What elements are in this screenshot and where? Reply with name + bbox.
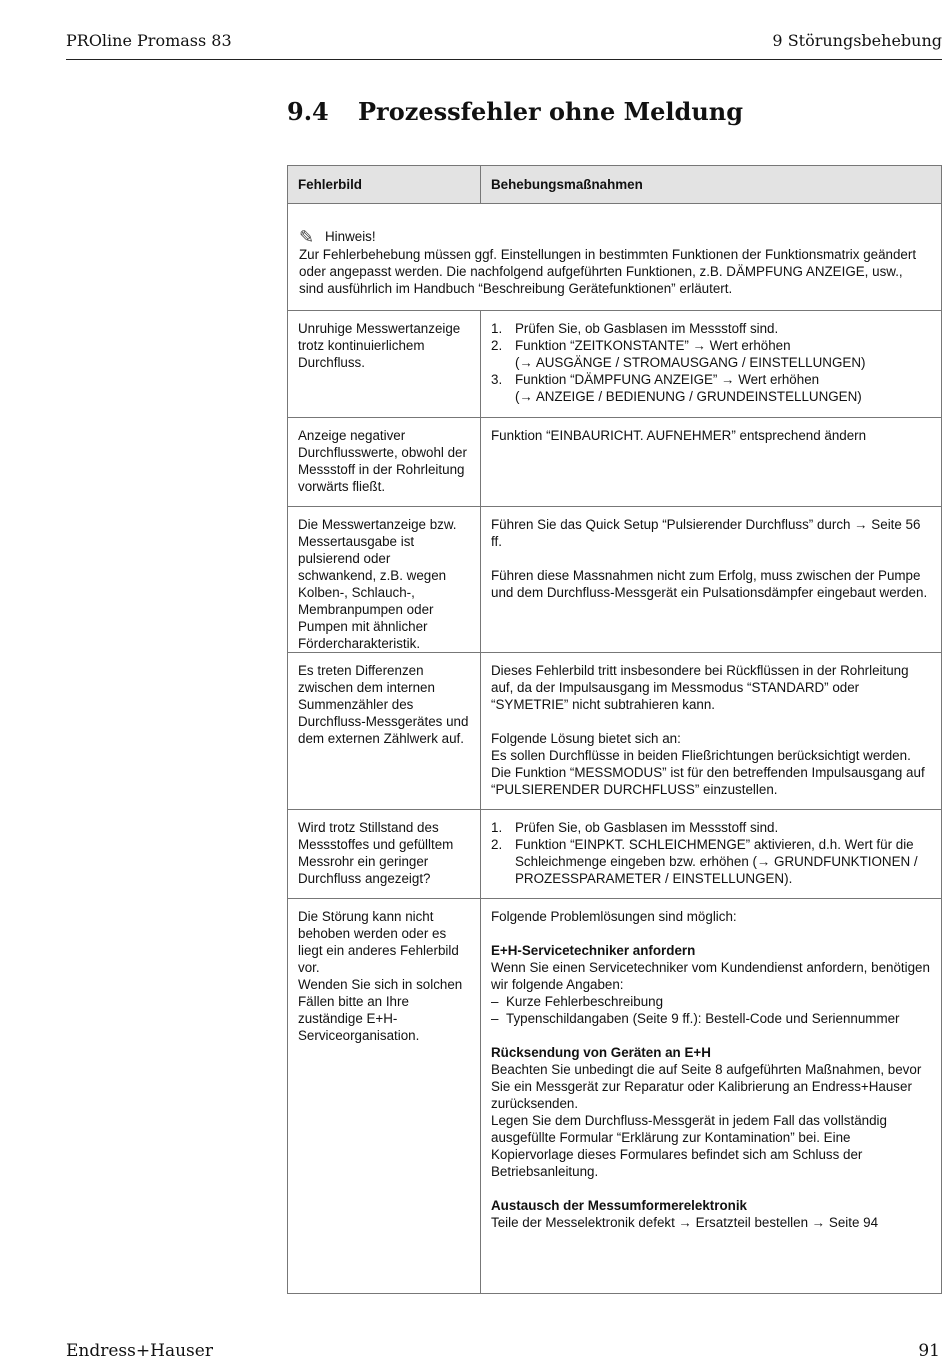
note-row xyxy=(288,204,942,311)
subheading: E+H-Servicetechniker anfordern xyxy=(491,943,696,958)
massnahme-cell xyxy=(481,507,942,653)
table-row xyxy=(288,653,942,810)
paragraph: Führen diese Massnahmen nicht zum Erfolg, muss zwischen der Pumpe und dem Durchfluss-Messgerät ein Pulsationsdämpfer eingebaut werden. xyxy=(491,568,928,600)
fehlerbild-cell: Wird trotz Stillstand des Messstoffes und gefülltem Messrohr ein geringer Durchfluss angezeigt? xyxy=(288,810,481,899)
step-list xyxy=(491,320,931,405)
step-item: 1. Prüfen Sie, ob Gasblasen im Messstoff sind. xyxy=(491,321,779,336)
massnahme-cell xyxy=(481,899,942,1294)
table-row xyxy=(288,810,942,899)
column-header-behebung: Behebungsmaßnahmen xyxy=(481,166,942,204)
paragraph: Beachten Sie unbedingt die auf Seite 8 aufgeführten Maßnahmen, bevor Sie ein Messgerät zur Reparatur oder Kalibrierung an Endress+Hauser zurücksenden. xyxy=(491,1062,922,1111)
step-item: 3. Funktion “DÄMPFUNG ANZEIGE” → Wert erhöhen (→ ANZEIGE / BEDIENUNG / GRUNDEINSTELLUNGEN) xyxy=(491,372,862,404)
massnahme-cell: Funktion “EINBAURICHT. AUFNEHMER” entsprechend ändern xyxy=(481,418,942,507)
note-label: Hinweis! xyxy=(325,229,376,244)
step-item: 1. Prüfen Sie, ob Gasblasen im Messstoff sind. xyxy=(491,820,779,835)
troubleshooting-table xyxy=(287,165,942,1294)
massnahme-cell xyxy=(481,311,942,418)
running-header-title: PROline Promass 83 xyxy=(66,31,232,50)
paragraph: Legen Sie dem Durchfluss-Messgerät in jedem Fall das vollständig ausgefüllte Formular “Erklärung zur Kontamination” bei. Eine Kopiervorlage dieses Formulares befindet sich am Schluss der Betriebsanleitung. xyxy=(491,1113,887,1179)
step-item: 2. Funktion “EINPKT. SCHLEICHMENGE” aktivieren, d.h. Wert für die Schleichmenge eingeben bzw. erhöhen (→ GRUNDFUNKTIONEN / PROZESSPARAMETER / EINSTELLUNGEN). xyxy=(491,837,918,886)
fehlerbild-cell: Die Störung kann nicht behoben werden oder es liegt ein anderes Fehlerbild vor. Wenden Sie sich in solchen Fällen bitte an Ihre zuständige E+H-Serviceorganisation. xyxy=(288,899,481,1294)
paragraph: Wenn Sie einen Servicetechniker vom Kundendienst anfordern, benötigen wir folgende Angaben: xyxy=(491,960,930,992)
table-row xyxy=(288,418,942,507)
massnahme-cell xyxy=(481,653,942,810)
column-header-fehlerbild: Fehlerbild xyxy=(288,166,481,204)
note-text: Zur Fehlerbehebung müssen ggf. Einstellungen in bestimmten Funktionen der Funktionsmatrix geändert oder angepasst werden. Die nachfolgend aufgeführten Funktionen, z.B. DÄMPFUNG ANZEIGE, usw., sind ausführlich im Handbuch “Beschreibung Gerätefunktionen” erläutert. xyxy=(299,247,917,296)
running-header-chapter: 9 Störungsbehebung xyxy=(772,31,942,50)
fehlerbild-cell: Es treten Differenzen zwischen dem internen Summenzähler des Durchfluss-Messgerätes und dem externen Zählwerk auf. xyxy=(288,653,481,810)
fehlerbild-cell: Unruhige Messwertanzeige trotz kontinuierlichem Durchfluss. xyxy=(288,311,481,418)
subheading: Rücksendung von Geräten an E+H xyxy=(491,1045,711,1060)
dash-item: – Typenschildangaben (Seite 9 ff.): Bestell-Code und Seriennummer xyxy=(491,1010,931,1027)
table-row xyxy=(288,311,942,418)
paragraph: Es sollen Durchflüsse in beiden Fließrichtungen berücksichtigt werden. Die Funktion “MESSMODUS” ist für den betreffenden Impulsausgang auf “PULSIERENDER DURCHFLUSS” einzustellen. xyxy=(491,748,925,797)
paragraph: Führen Sie das Quick Setup “Pulsierender Durchfluss” durch → Seite 56 ff. xyxy=(491,517,921,549)
step-item: 2. Funktion “ZEITKONSTANTE” → Wert erhöhen (→ AUSGÄNGE / STROMAUSGANG / EINSTELLUNGEN) xyxy=(491,338,866,370)
header-rule xyxy=(66,59,942,60)
paragraph: Dieses Fehlerbild tritt insbesondere bei Rückflüssen in der Rohrleitung auf, da der Impulsausgang im Messmodus “STANDARD” oder “SYMETRIE” nicht subtrahieren kann. xyxy=(491,663,909,712)
section-title: Prozessfehler ohne Meldung xyxy=(358,97,743,126)
page-number: 91 xyxy=(918,1341,940,1361)
table-row xyxy=(288,899,942,1294)
paragraph: Teile der Messelektronik defekt → Ersatzteil bestellen → Seite 94 xyxy=(491,1215,879,1230)
table-row xyxy=(288,507,942,653)
paragraph: Folgende Problemlösungen sind möglich: xyxy=(491,909,737,924)
section-number: 9.4 xyxy=(287,97,329,126)
pencil-note-icon: ✎ xyxy=(299,227,315,247)
table-header-row xyxy=(288,166,942,204)
massnahme-cell xyxy=(481,810,942,899)
fehlerbild-cell: Anzeige negativer Durchflusswerte, obwohl der Messstoff in der Rohrleitung vorwärts fließt. xyxy=(288,418,481,507)
subheading: Austausch der Messumformerelektronik xyxy=(491,1198,747,1213)
footer-brand: Endress+Hauser xyxy=(66,1341,213,1361)
dash-item: – Kurze Fehlerbeschreibung xyxy=(491,993,931,1010)
fehlerbild-cell: Die Messwertanzeige bzw. Messertausgabe ist pulsierend oder schwankend, z.B. wegen Kolben-, Schlauch-, Membranpumpen oder Pumpen mit ähnlicher Fördercharakteristik. xyxy=(288,507,481,653)
note-cell xyxy=(288,204,942,311)
paragraph: Folgende Lösung bietet sich an: xyxy=(491,731,681,746)
step-list xyxy=(491,819,931,887)
